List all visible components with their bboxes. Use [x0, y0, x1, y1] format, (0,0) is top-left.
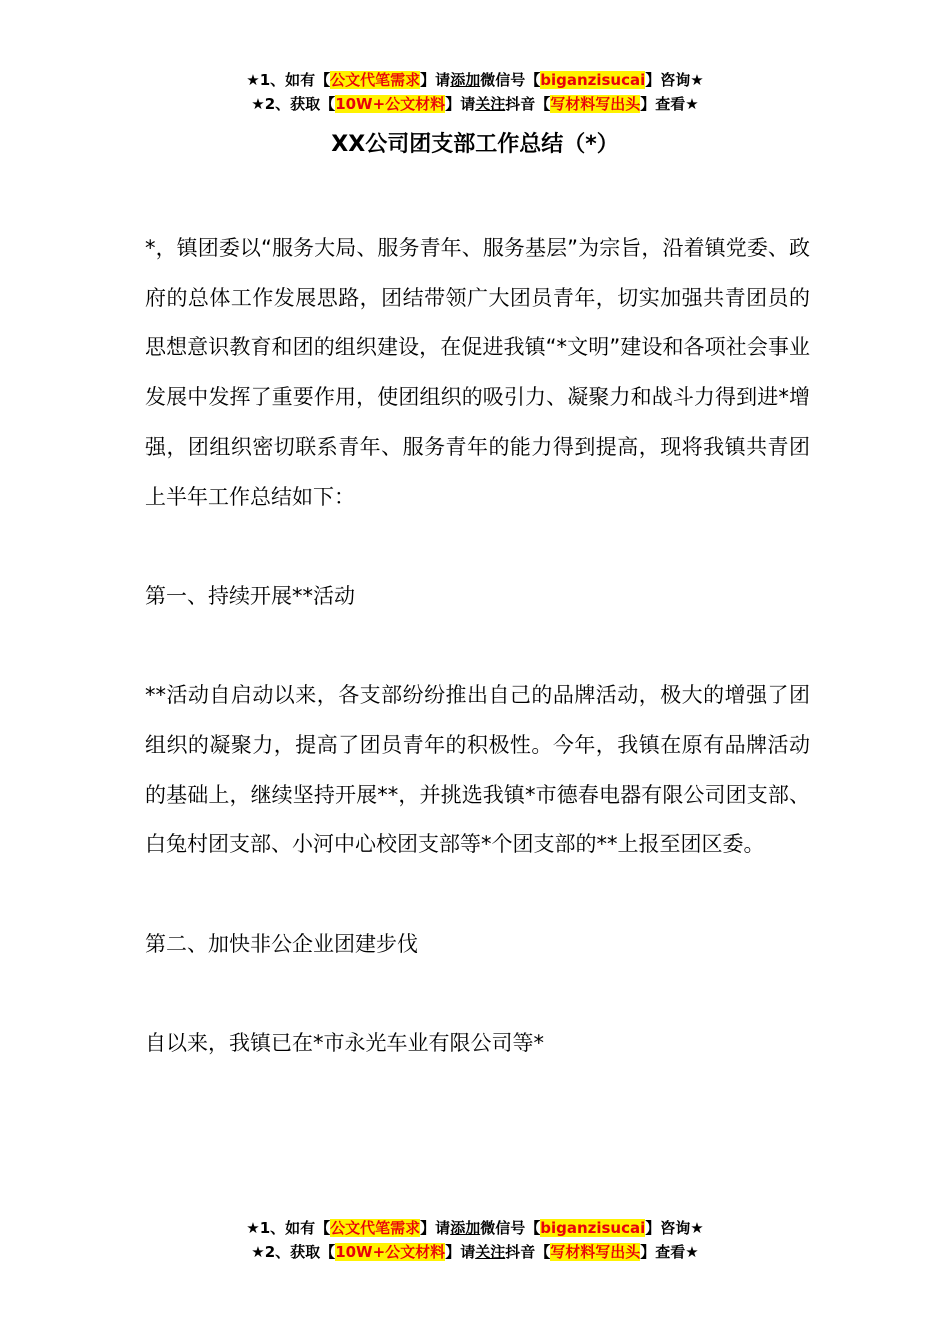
highlight-service: 公文代笔需求: [330, 71, 421, 89]
promo-emphasis: 关注: [475, 95, 506, 113]
promo-text: 抖音【: [505, 95, 551, 113]
highlight-service: 公文代笔需求: [330, 1219, 421, 1237]
promo-text: 】请: [420, 1219, 451, 1237]
highlight-materials: 10W+公文材料: [335, 95, 446, 113]
promo-text: ★1、如有【: [246, 1219, 331, 1237]
section-2-heading: 第二、加快非公企业团建步伐: [145, 931, 418, 956]
promo-line-1: [0, 68, 950, 92]
promo-text: 】咨询★: [645, 71, 704, 89]
highlight-douyin: 写材料写出头: [550, 1243, 641, 1261]
intro-paragraph: *，镇团委以“服务大局、服务青年、服务基层”为宗旨，沿着镇党委、政府的总体工作发展思路，团结带领广大团员青年，切实加强共青团员的思想意识教育和团的组织建设，在促进我镇“*文明”建设和各项社会事业发展中发挥了重要作用，使团组织的吸引力、凝聚力和战斗力得到进*增强，团组织密切联系青年、服务青年的能力得到提高，现将我镇共青团上半年工作总结如下：: [145, 236, 810, 509]
promo-text: 微信号【: [480, 71, 541, 89]
promo-line-2: [0, 1240, 950, 1264]
promo-text: ★2、获取【: [251, 95, 336, 113]
highlight-wechat-id: biganzisucai: [540, 1219, 646, 1237]
promo-line-2: [0, 92, 950, 116]
promo-text: 】请: [420, 71, 451, 89]
promo-banner-top: [0, 68, 950, 116]
promo-text: 】查看★: [640, 1243, 699, 1261]
highlight-materials: 10W+公文材料: [335, 1243, 446, 1261]
section-1-heading: 第一、持续开展**活动: [145, 583, 355, 608]
promo-text: 】请: [445, 1243, 476, 1261]
promo-text: 抖音【: [505, 1243, 551, 1261]
document-title: XX公司团支部工作总结（*）: [331, 132, 619, 157]
section-1-paragraph: **活动自启动以来，各支部纷纷推出自己的品牌活动，极大的增强了团组织的凝聚力，提高了团员青年的积极性。今年，我镇在原有品牌活动的基础上，继续坚持开展**，并挑选我镇*市德春电器有限公司团支部、白兔村团支部、小河中心校团支部等*个团支部的**上报至团区委。: [145, 683, 810, 857]
promo-text: ★2、获取【: [251, 1243, 336, 1261]
promo-emphasis: 添加: [450, 71, 481, 89]
promo-text: ★1、如有【: [246, 71, 331, 89]
promo-text: 】查看★: [640, 95, 699, 113]
promo-text: 】请: [445, 95, 476, 113]
promo-text: 】咨询★: [645, 1219, 704, 1237]
promo-line-1: [0, 1216, 950, 1240]
document-body: [145, 224, 810, 1069]
promo-banner-bottom: [0, 1216, 950, 1264]
promo-text: 微信号【: [480, 1219, 541, 1237]
promo-emphasis: 添加: [450, 1219, 481, 1237]
highlight-douyin: 写材料写出头: [550, 95, 641, 113]
highlight-wechat-id: biganzisucai: [540, 71, 646, 89]
section-2-paragraph: 自以来，我镇已在*市永光车业有限公司等*: [145, 1031, 544, 1056]
promo-emphasis: 关注: [475, 1243, 506, 1261]
